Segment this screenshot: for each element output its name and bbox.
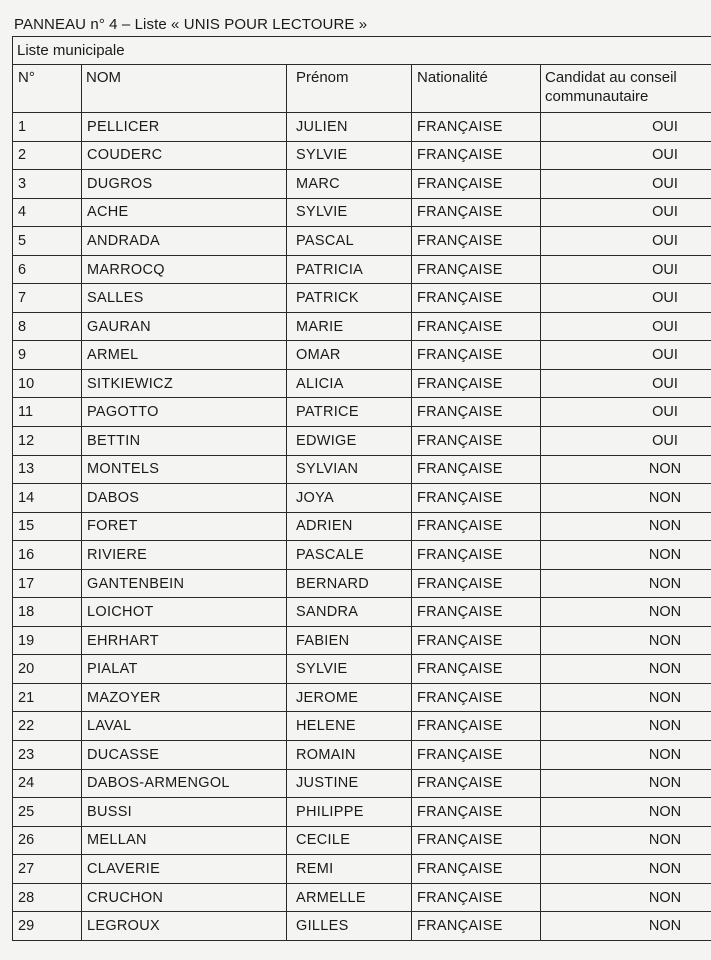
- table-row: [13, 312, 711, 341]
- cell-nationalite: FRANÇAISE: [412, 141, 541, 170]
- table-row: [13, 369, 711, 398]
- cell-nom: EHRHART: [82, 626, 287, 655]
- table-row: [13, 569, 711, 598]
- cell-number: 11: [13, 398, 82, 427]
- cell-candidat: NON: [541, 512, 711, 541]
- cell-nationalite: FRANÇAISE: [412, 712, 541, 741]
- table-row: [13, 484, 711, 513]
- cell-nom: BETTIN: [82, 427, 287, 456]
- cell-nom: DUGROS: [82, 170, 287, 199]
- candidates-table: [12, 36, 711, 941]
- cell-nationalite: FRANÇAISE: [412, 198, 541, 227]
- cell-nationalite: FRANÇAISE: [412, 341, 541, 370]
- cell-candidat: NON: [541, 683, 711, 712]
- table-row: [13, 626, 711, 655]
- table-row: [13, 598, 711, 627]
- cell-number: 23: [13, 741, 82, 770]
- cell-prenom: SANDRA: [287, 598, 412, 627]
- cell-number: 25: [13, 798, 82, 827]
- cell-number: 8: [13, 312, 82, 341]
- table-body: [13, 113, 711, 941]
- cell-nationalite: FRANÇAISE: [412, 512, 541, 541]
- cell-prenom: MARC: [287, 170, 412, 199]
- cell-candidat: OUI: [541, 341, 711, 370]
- cell-nationalite: FRANÇAISE: [412, 655, 541, 684]
- cell-number: 19: [13, 626, 82, 655]
- table-row: [13, 284, 711, 313]
- cell-prenom: ALICIA: [287, 369, 412, 398]
- cell-candidat: OUI: [541, 141, 711, 170]
- cell-prenom: JOYA: [287, 484, 412, 513]
- cell-number: 4: [13, 198, 82, 227]
- cell-number: 9: [13, 341, 82, 370]
- cell-nom: LOICHOT: [82, 598, 287, 627]
- cell-nationalite: FRANÇAISE: [412, 427, 541, 456]
- cell-nationalite: FRANÇAISE: [412, 883, 541, 912]
- table-row: [13, 113, 711, 142]
- cell-nom: MELLAN: [82, 826, 287, 855]
- cell-nationalite: FRANÇAISE: [412, 255, 541, 284]
- cell-candidat: NON: [541, 741, 711, 770]
- table-row: [13, 255, 711, 284]
- table-row: [13, 541, 711, 570]
- cell-prenom: SYLVIAN: [287, 455, 412, 484]
- cell-nationalite: FRANÇAISE: [412, 798, 541, 827]
- cell-number: 18: [13, 598, 82, 627]
- cell-number: 15: [13, 512, 82, 541]
- table-row: [13, 912, 711, 941]
- cell-candidat: NON: [541, 655, 711, 684]
- cell-nom: MARROCQ: [82, 255, 287, 284]
- cell-nationalite: FRANÇAISE: [412, 170, 541, 199]
- cell-candidat: OUI: [541, 398, 711, 427]
- cell-nom: PIALAT: [82, 655, 287, 684]
- cell-nom: GANTENBEIN: [82, 569, 287, 598]
- cell-candidat: OUI: [541, 198, 711, 227]
- cell-number: 20: [13, 655, 82, 684]
- cell-prenom: FABIEN: [287, 626, 412, 655]
- table-row: [13, 227, 711, 256]
- table-row: [13, 883, 711, 912]
- cell-nationalite: FRANÇAISE: [412, 455, 541, 484]
- table-row: [13, 655, 711, 684]
- cell-candidat: NON: [541, 455, 711, 484]
- cell-prenom: ADRIEN: [287, 512, 412, 541]
- cell-nationalite: FRANÇAISE: [412, 683, 541, 712]
- cell-prenom: SYLVIE: [287, 198, 412, 227]
- header-number: N°: [13, 65, 82, 113]
- cell-candidat: NON: [541, 712, 711, 741]
- cell-number: 14: [13, 484, 82, 513]
- cell-nom: FORET: [82, 512, 287, 541]
- cell-prenom: OMAR: [287, 341, 412, 370]
- header-prenom: Prénom: [287, 65, 412, 113]
- cell-nom: DABOS: [82, 484, 287, 513]
- cell-prenom: JULIEN: [287, 113, 412, 142]
- cell-candidat: NON: [541, 541, 711, 570]
- cell-prenom: GILLES: [287, 912, 412, 941]
- cell-number: 1: [13, 113, 82, 142]
- cell-nom: PAGOTTO: [82, 398, 287, 427]
- cell-nom: BUSSI: [82, 798, 287, 827]
- cell-prenom: PHILIPPE: [287, 798, 412, 827]
- cell-nationalite: FRANÇAISE: [412, 826, 541, 855]
- cell-nom: CRUCHON: [82, 883, 287, 912]
- cell-nom: MONTELS: [82, 455, 287, 484]
- cell-number: 7: [13, 284, 82, 313]
- cell-nationalite: FRANÇAISE: [412, 398, 541, 427]
- table-row: [13, 741, 711, 770]
- table-row: [13, 198, 711, 227]
- cell-nationalite: FRANÇAISE: [412, 626, 541, 655]
- cell-nom: DUCASSE: [82, 741, 287, 770]
- cell-number: 6: [13, 255, 82, 284]
- cell-number: 5: [13, 227, 82, 256]
- table-row: [13, 712, 711, 741]
- cell-number: 12: [13, 427, 82, 456]
- cell-number: 13: [13, 455, 82, 484]
- cell-nom: LAVAL: [82, 712, 287, 741]
- cell-number: 2: [13, 141, 82, 170]
- cell-nom: SITKIEWICZ: [82, 369, 287, 398]
- cell-candidat: OUI: [541, 255, 711, 284]
- cell-nationalite: FRANÇAISE: [412, 284, 541, 313]
- table-row: [13, 455, 711, 484]
- cell-candidat: NON: [541, 569, 711, 598]
- cell-candidat: NON: [541, 626, 711, 655]
- cell-prenom: JUSTINE: [287, 769, 412, 798]
- cell-nom: LEGROUX: [82, 912, 287, 941]
- cell-candidat: NON: [541, 484, 711, 513]
- cell-prenom: ROMAIN: [287, 741, 412, 770]
- cell-nom: GAURAN: [82, 312, 287, 341]
- cell-candidat: OUI: [541, 113, 711, 142]
- cell-number: 29: [13, 912, 82, 941]
- table-row: [13, 141, 711, 170]
- cell-number: 10: [13, 369, 82, 398]
- table-row: [13, 398, 711, 427]
- cell-nom: CLAVERIE: [82, 855, 287, 884]
- header-nationalite: Nationalité: [412, 65, 541, 113]
- cell-candidat: NON: [541, 769, 711, 798]
- list-label: Liste municipale: [13, 37, 711, 65]
- header-candidat: Candidat au conseil communautaire: [541, 65, 711, 113]
- cell-nationalite: FRANÇAISE: [412, 312, 541, 341]
- list-name-row: [13, 37, 711, 65]
- cell-nationalite: FRANÇAISE: [412, 369, 541, 398]
- cell-number: 27: [13, 855, 82, 884]
- cell-prenom: MARIE: [287, 312, 412, 341]
- cell-prenom: REMI: [287, 855, 412, 884]
- cell-prenom: PASCALE: [287, 541, 412, 570]
- table-row: [13, 683, 711, 712]
- cell-nationalite: FRANÇAISE: [412, 113, 541, 142]
- cell-candidat: NON: [541, 912, 711, 941]
- cell-number: 28: [13, 883, 82, 912]
- cell-candidat: NON: [541, 598, 711, 627]
- cell-nationalite: FRANÇAISE: [412, 484, 541, 513]
- cell-prenom: JEROME: [287, 683, 412, 712]
- cell-candidat: OUI: [541, 227, 711, 256]
- cell-nom: COUDERC: [82, 141, 287, 170]
- cell-number: 21: [13, 683, 82, 712]
- table-row: [13, 855, 711, 884]
- table-row: [13, 769, 711, 798]
- cell-nationalite: FRANÇAISE: [412, 569, 541, 598]
- cell-number: 24: [13, 769, 82, 798]
- cell-candidat: OUI: [541, 369, 711, 398]
- cell-prenom: SYLVIE: [287, 655, 412, 684]
- cell-nationalite: FRANÇAISE: [412, 541, 541, 570]
- cell-candidat: OUI: [541, 312, 711, 341]
- cell-number: 26: [13, 826, 82, 855]
- cell-candidat: OUI: [541, 170, 711, 199]
- table-row: [13, 512, 711, 541]
- cell-nom: DABOS-ARMENGOL: [82, 769, 287, 798]
- table-row: [13, 427, 711, 456]
- cell-candidat: OUI: [541, 427, 711, 456]
- table-row: [13, 826, 711, 855]
- cell-nationalite: FRANÇAISE: [412, 855, 541, 884]
- cell-prenom: HELENE: [287, 712, 412, 741]
- table-row: [13, 341, 711, 370]
- cell-nom: ARMEL: [82, 341, 287, 370]
- cell-nationalite: FRANÇAISE: [412, 769, 541, 798]
- cell-number: 3: [13, 170, 82, 199]
- cell-prenom: PASCAL: [287, 227, 412, 256]
- cell-nationalite: FRANÇAISE: [412, 227, 541, 256]
- cell-nationalite: FRANÇAISE: [412, 741, 541, 770]
- cell-prenom: SYLVIE: [287, 141, 412, 170]
- cell-prenom: ARMELLE: [287, 883, 412, 912]
- cell-candidat: OUI: [541, 284, 711, 313]
- cell-nationalite: FRANÇAISE: [412, 598, 541, 627]
- cell-nom: ACHE: [82, 198, 287, 227]
- cell-prenom: CECILE: [287, 826, 412, 855]
- table-row: [13, 170, 711, 199]
- cell-nom: MAZOYER: [82, 683, 287, 712]
- cell-candidat: NON: [541, 826, 711, 855]
- cell-prenom: EDWIGE: [287, 427, 412, 456]
- cell-prenom: PATRICE: [287, 398, 412, 427]
- cell-candidat: NON: [541, 883, 711, 912]
- cell-prenom: PATRICK: [287, 284, 412, 313]
- cell-candidat: NON: [541, 855, 711, 884]
- cell-number: 22: [13, 712, 82, 741]
- table-header-row: [13, 65, 711, 113]
- cell-nom: RIVIERE: [82, 541, 287, 570]
- cell-number: 16: [13, 541, 82, 570]
- cell-nom: SALLES: [82, 284, 287, 313]
- cell-nationalite: FRANÇAISE: [412, 912, 541, 941]
- cell-prenom: BERNARD: [287, 569, 412, 598]
- cell-candidat: NON: [541, 798, 711, 827]
- header-nom: NOM: [82, 65, 287, 113]
- cell-prenom: PATRICIA: [287, 255, 412, 284]
- cell-nom: ANDRADA: [82, 227, 287, 256]
- table-row: [13, 798, 711, 827]
- cell-number: 17: [13, 569, 82, 598]
- document-title: PANNEAU n° 4 – Liste « UNIS POUR LECTOURE »: [14, 16, 368, 33]
- cell-nom: PELLICER: [82, 113, 287, 142]
